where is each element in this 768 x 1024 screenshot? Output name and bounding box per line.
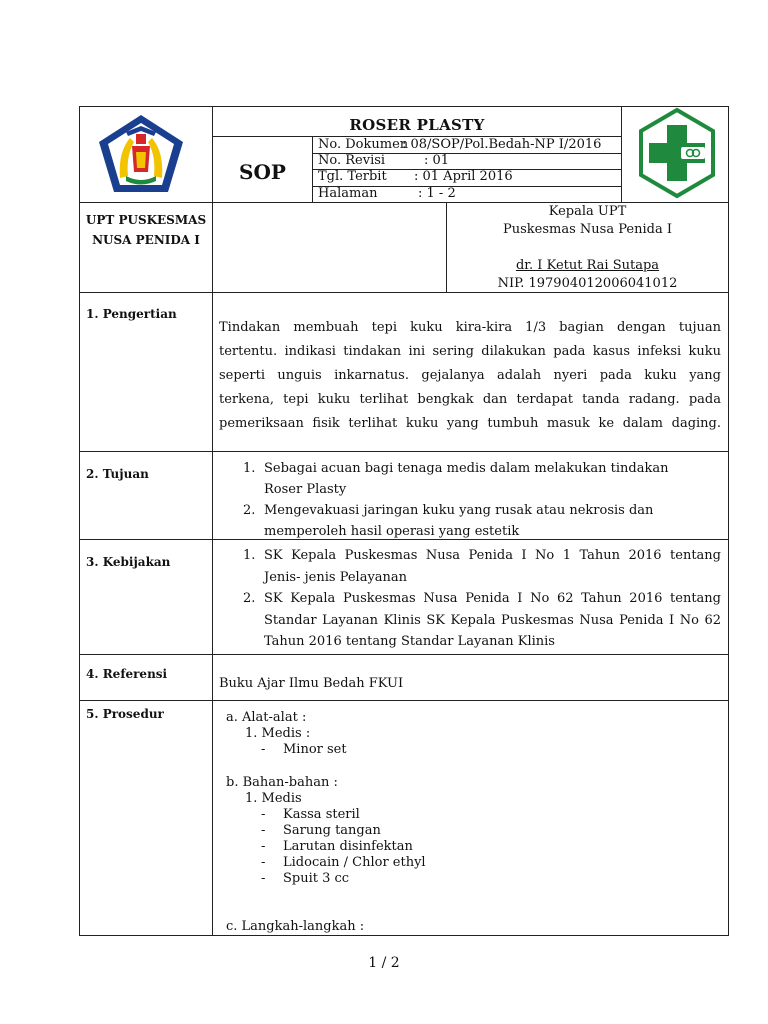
meta-value: : 08/SOP/Pol.Bedah-NP I/2016 <box>402 137 602 152</box>
section-label-kebijakan: 3. Kebijakan <box>86 555 171 569</box>
pengertian-row-border <box>79 451 729 452</box>
paragraph-line: seperti unguis inkarnatus. gejalanya adalah nyeri pada kuku yang <box>219 368 721 383</box>
paragraph-line: Tindakan membuah tepi kuku kira-kira 1/3 bagian dengan tujuan <box>219 320 721 335</box>
meta-terbit <box>318 169 513 184</box>
section-label-pengertian: 1. Pengertian <box>86 307 177 321</box>
referensi-text: Buku Ajar Ilmu Bedah FKUI <box>219 676 404 691</box>
org-line: UPT PUSKESMAS <box>85 213 207 227</box>
item-text: Sarung tangan <box>283 823 381 838</box>
list-item <box>261 742 347 757</box>
dash-bullet: - <box>261 855 266 870</box>
org-line: NUSA PENIDA I <box>92 233 200 247</box>
section-label-referensi: 4. Referensi <box>86 667 168 681</box>
list-line: Standar Layanan Klinis SK Kepala Puskesmas Nusa Penida I No 62 <box>264 612 721 628</box>
meta-label: No. Revisi <box>318 153 386 168</box>
list-number: 2. <box>243 503 256 518</box>
dash-bullet: - <box>261 807 266 822</box>
dash-bullet: - <box>261 823 266 838</box>
item-text: Kassa steril <box>283 807 360 822</box>
list-item <box>261 807 360 822</box>
section-label-tujuan: 2. Tujuan <box>86 467 149 481</box>
table-right-border <box>728 106 729 935</box>
prosedur-a-heading: a. Alat-alat : <box>226 710 307 725</box>
list-line: Roser Plasty <box>264 482 347 497</box>
list-item <box>261 823 381 838</box>
prosedur-a-sub: 1. Medis : <box>245 726 311 741</box>
list-line: Jenis- jenis Pelayanan <box>264 569 408 585</box>
list-item <box>261 871 349 886</box>
referensi-row-border <box>79 700 729 701</box>
kebijakan-list <box>243 545 721 653</box>
meta-label: No. Dokumen <box>318 137 409 152</box>
list-item <box>243 545 721 588</box>
list-item <box>261 839 413 854</box>
signature-role: Puskesmas Nusa Penida I <box>503 222 672 237</box>
list-number: 1. <box>243 461 256 476</box>
list-number: 1. <box>243 548 256 563</box>
signature-role: Kepala UPT <box>548 204 627 219</box>
list-line: memperoleh hasil operasi yang estetik <box>264 524 520 539</box>
list-item <box>243 458 721 500</box>
list-number: 2. <box>243 591 256 606</box>
list-item <box>261 855 426 870</box>
signature-name: dr. I Ketut Rai Sutapa <box>515 258 660 273</box>
prosedur-b-sub: 1. Medis <box>245 791 302 806</box>
meta-value: : 01 <box>424 153 450 168</box>
paragraph-line: tertentu. indikasi tindakan ini sering dilakukan pada kasus infeksi kuku <box>219 344 721 359</box>
paragraph-line: terkena, tepi kuku terlihat bengkak dan terdapat tanda radang. pada <box>219 392 721 407</box>
kebijakan-row-border <box>79 654 729 655</box>
dash-bullet: - <box>261 871 266 886</box>
sop-label: SOP <box>239 160 286 184</box>
prosedur-b-heading: b. Bahan-bahan : <box>226 775 338 790</box>
list-line: SK Kepala Puskesmas Nusa Penida I No 1 Tahun 2016 tentang <box>264 548 721 563</box>
pengertian-text <box>219 316 721 436</box>
logo-column-border <box>621 106 622 202</box>
dash-bullet: - <box>261 839 266 854</box>
document-title: ROSER PLASTY <box>349 116 485 134</box>
item-text: Lidocain / Chlor ethyl <box>283 855 426 870</box>
signature-nip: NIP. 197904012006041012 <box>497 276 678 291</box>
signature-block <box>447 203 728 293</box>
meta-label: Tgl. Terbit <box>318 169 387 184</box>
list-item <box>243 588 721 653</box>
dash-bullet: - <box>261 742 266 757</box>
list-line: SK Kepala Puskesmas Nusa Penida I No 62 Tahun 2016 tentang <box>264 591 721 606</box>
meta-value: : 1 - 2 <box>418 186 456 201</box>
item-text: Spuit 3 cc <box>283 871 350 886</box>
list-line: Sebagai acuan bagi tenaga medis dalam melakukan tindakan <box>264 461 669 476</box>
item-text: Minor set <box>283 742 347 757</box>
puskesmas-cross-logo-icon <box>637 107 717 199</box>
item-text: Larutan disinfektan <box>283 839 413 854</box>
meta-dokumen <box>318 137 601 152</box>
tujuan-list <box>243 458 721 542</box>
bali-province-emblem-icon <box>96 112 186 196</box>
page-number: 1 / 2 <box>368 955 400 971</box>
list-item <box>243 500 721 542</box>
table-top-border <box>79 106 729 107</box>
meta-halaman <box>318 186 456 201</box>
meta-revisi <box>318 153 449 168</box>
list-line: Mengevakuasi jaringan kuku yang rusak atau nekrosis dan <box>264 503 654 518</box>
list-line: Tahun 2016 tentang Standar Layanan Klinis <box>264 634 555 649</box>
section-label-prosedur: 5. Prosedur <box>86 707 164 721</box>
paragraph-line: pemeriksaan fisik terlihat kuku yang tumbuh masuk ke dalam daging. <box>219 416 721 431</box>
label-column-border <box>212 106 213 935</box>
sop-column-border <box>312 136 313 202</box>
table-bottom-border <box>79 935 729 936</box>
meta-label: Halaman <box>318 186 378 201</box>
meta-value: : 01 April 2016 <box>414 169 513 184</box>
org-name <box>80 210 212 250</box>
prosedur-c-heading: c. Langkah-langkah : <box>226 919 365 934</box>
